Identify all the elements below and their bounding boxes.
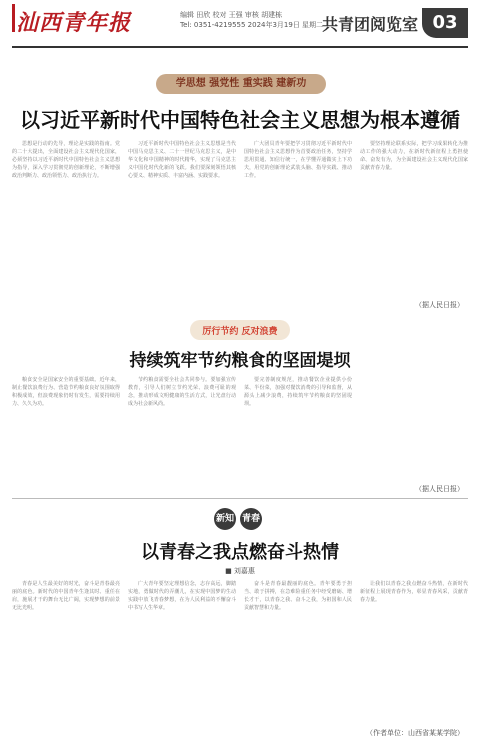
article1-byline: （据人民日报） (415, 301, 464, 309)
editor-line: 编辑 田欣 校对 王强 审核 胡建栋 (180, 11, 283, 19)
article2-body (12, 376, 468, 492)
section-title: 共青团阅览室 (321, 15, 418, 34)
page-number: 03 (422, 8, 468, 38)
paragraph: 习近平新时代中国特色社会主义思想是当代中国马克思主义、二十一世纪马克思主义，是中华文化和中国精神的时代精华，实现了马克思主义中国化时代化新的飞跃。我们要深刻领悟其核心要义、精神实质、丰富内涵、实践要求。 (128, 141, 236, 179)
paragraph: 思想是行动的先导，理论是实践的指南。党的二十大提出，全面建设社会主义现代化国家，必须坚持以习近平新时代中国特色社会主义思想为指导，深入学习贯彻党的创新理论，不断增强政治判断力、政治领悟力、政治执行力。 (12, 141, 120, 179)
paragraph: 让我们以青春之我点燃奋斗热情，在新时代新征程上展现青春作为，彰显青春风采，贡献青春力量。 (360, 581, 468, 603)
banner-circle-left: 新知 (214, 508, 236, 530)
paragraph: 粮食安全是国家安全的重要基础。近年来，制止餐饮浪费行为、营造节约粮食良好氛围取得积极成效，但浪费现象仍时有发生，需要持续用力、久久为功。 (12, 377, 120, 407)
slogan-banner: 学思想 强党性 重实践 建新功 (156, 74, 326, 94)
paragraph: 广大团员青年要把学习贯彻习近平新时代中国特色社会主义思想作为首要政治任务，坚持学思用贯通、知信行统一，在学懂弄通做实上下功夫，用党的创新理论武装头脑、指导实践、推动工作。 (244, 141, 352, 179)
article3-author: ■ 刘嘉惠 (225, 567, 255, 575)
column-banner (204, 508, 274, 530)
article3-footer-note: （作者单位：山西省某某学院） (366, 729, 464, 737)
article1-title: 以习近平新时代中国特色社会主义思想为根本遵循 (20, 108, 460, 132)
date-line: Tel: 0351-4219555 2024年3月19日 星期二 (180, 21, 324, 29)
article3-body (12, 580, 468, 730)
paragraph: 奋斗是青春最靓丽的底色。青年要勇于担当、敢于拼搏，在急难险重任务中经受磨砺、增长才干，以青春之我、奋斗之我，为祖国和人民贡献智慧和力量。 (244, 581, 352, 611)
page-header (12, 0, 468, 48)
article2-byline: （据人民日报） (415, 485, 464, 493)
thrift-banner (190, 320, 290, 340)
paragraph: 节约粮食需要全社会共同参与。要加强宣传教育，引导人们树立节约光荣、浪费可耻的观念，推动形成文明健康的生活方式，让光盘行动成为社会新风尚。 (128, 377, 236, 407)
article1-body (12, 140, 468, 310)
masthead-title: 汕西青年报 (16, 10, 132, 36)
paragraph: 要坚持理论联系实际，把学习成果转化为推动工作的强大动力，在新时代新征程上勇担使命、奋发有为，为全面建设社会主义现代化国家贡献青春力量。 (360, 141, 468, 171)
banner-circle-right: 青春 (240, 508, 262, 530)
banner-text: 厉行节约 反对浪费 (202, 327, 278, 337)
section-divider (12, 498, 468, 499)
paragraph: 青春是人生最美好的时光，奋斗是青春最亮丽的底色。新时代的中国青年生逢其时、重任在肩，施展才干的舞台无比广阔，实现梦想的前景无比光明。 (12, 581, 120, 611)
article2-title: 持续筑牢节约粮食的坚固堤坝 (129, 351, 351, 371)
editor-meta (180, 10, 323, 30)
paragraph: 广大青年要坚定理想信念，志存高远，脚踏实地，勇做时代的弄潮儿，在实现中国梦的生动实践中放飞青春梦想，在为人民利益的不懈奋斗中书写人生华章。 (128, 581, 236, 611)
paragraph: 要完善制度规范，推动餐饮企业提供小份菜、半份菜，加强对餐饮消费的引导和监督，从源头上减少浪费，持续筑牢节约粮食的坚固堤坝。 (244, 377, 352, 407)
article3-title: 以青春之我点燃奋斗热情 (141, 542, 339, 563)
